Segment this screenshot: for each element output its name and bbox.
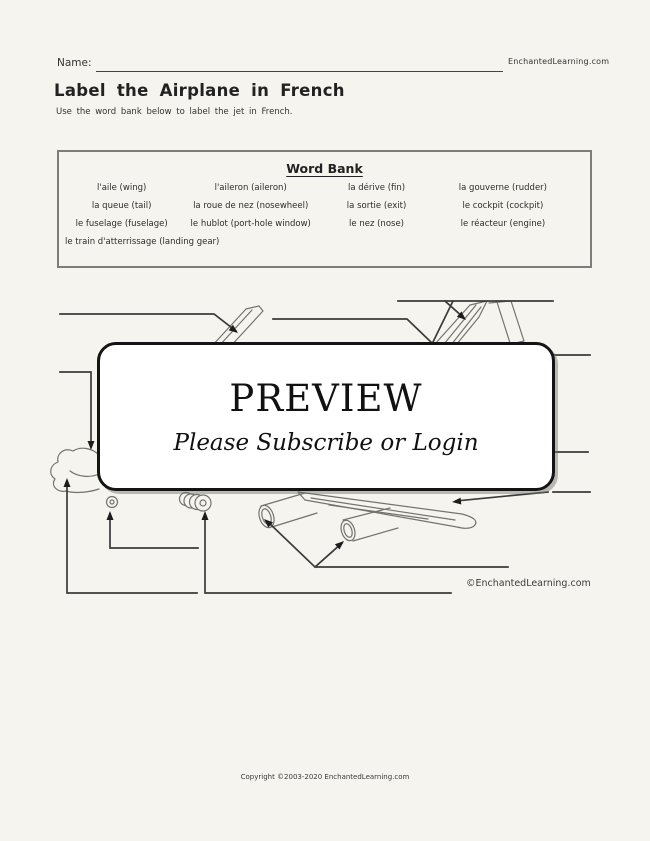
word-bank-item: le fuselage (fuselage)	[75, 219, 168, 229]
arrowhead-landing-gear	[202, 511, 209, 520]
word-bank-item: le nez (nose)	[349, 219, 404, 229]
word-bank-item: le cockpit (cockpit)	[462, 201, 544, 211]
diagram-credit: ©EnchantedLearning.com	[466, 578, 591, 589]
name-label: Name:	[57, 57, 92, 69]
word-bank-item: la sortie (exit)	[346, 201, 407, 211]
preview-overlay[interactable]	[97, 342, 555, 491]
wing	[298, 492, 476, 528]
name-blank-line	[96, 50, 503, 72]
nose-wheel	[107, 497, 118, 508]
tail-fin	[435, 301, 524, 345]
site-name: EnchantedLearning.com	[508, 57, 610, 66]
subscribe-or-login-message[interactable]: Please Subscribe or Login	[173, 430, 479, 456]
word-bank-box	[57, 150, 592, 268]
word-bank-item: la dérive (fin)	[347, 183, 406, 193]
page-title: Label the Airplane in French	[54, 81, 345, 100]
word-bank-item: l'aileron (aileron)	[214, 183, 287, 193]
word-bank-item: la roue de nez (nosewheel)	[193, 201, 309, 211]
arrowhead-nose-bottom	[64, 478, 71, 487]
instructions-text: Use the word bank below to label the jet in French.	[56, 107, 293, 117]
word-bank-title: Word Bank	[286, 161, 363, 176]
arrowhead-nosewheel	[107, 511, 114, 520]
word-bank-item: le réacteur (engine)	[460, 219, 546, 229]
word-bank-item: la gouverne (rudder)	[458, 183, 547, 193]
arrowhead-fin	[457, 311, 468, 322]
arrowhead-engine-left	[262, 516, 273, 527]
word-bank-item: l'aile (wing)	[97, 183, 147, 193]
preview-heading: PREVIEW	[229, 377, 423, 420]
word-bank-item: le train d'atterrissage (landing gear)	[65, 237, 220, 247]
arrowhead-nose-top	[88, 441, 95, 450]
arrowhead-elevator	[229, 325, 240, 336]
footer-copyright: Copyright ©2003-2020 EnchantedLearning.com	[240, 773, 410, 781]
main-wheels	[180, 493, 212, 512]
word-bank-item: le hublot (port-hole window)	[190, 219, 311, 229]
engine-right	[339, 508, 398, 542]
nose-outline	[51, 448, 99, 492]
word-bank-item: la queue (tail)	[91, 201, 152, 211]
arrowhead-wing	[452, 498, 462, 506]
engine-left	[256, 493, 317, 530]
word-bank-grid	[59, 183, 590, 247]
arrowhead-engine-right	[335, 538, 346, 549]
